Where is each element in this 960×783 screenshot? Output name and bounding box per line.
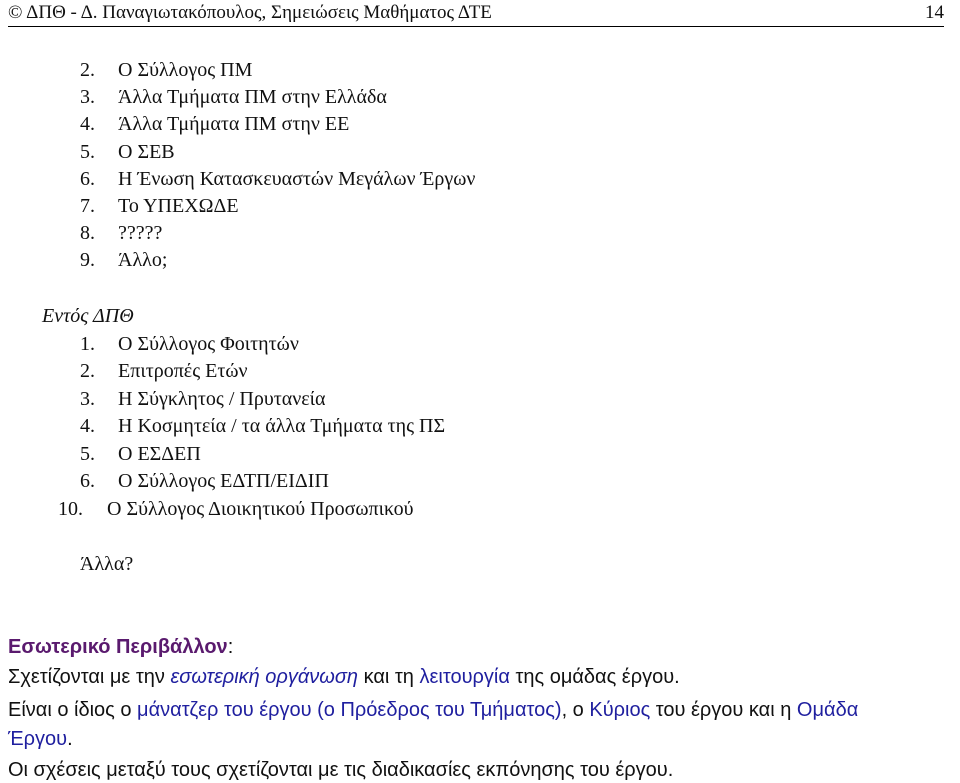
paragraph-2-cont: Έργου.	[8, 728, 73, 750]
internal-heading: Εσωτερικό Περιβάλλον:	[8, 636, 234, 658]
list-item: 8. ?????	[80, 222, 163, 244]
page-number: 14	[925, 2, 944, 23]
list-item: 7. Το ΥΠΕΧΩΔΕ	[80, 195, 239, 217]
list-item: 5. Ο ΣΕΒ	[80, 141, 175, 163]
list-item: 10. Ο Σύλλογος Διοικητικού Προσωπικού	[58, 498, 414, 520]
list-item: 9. Άλλο;	[80, 249, 168, 271]
other-text: Άλλα?	[80, 553, 134, 575]
list-item: 2. Επιτροπές Ετών	[80, 360, 248, 382]
paragraph-1: Σχετίζονται με την εσωτερική οργάνωση και τη λειτουργία της ομάδας έργου.	[8, 666, 680, 688]
list-item: 1. Ο Σύλλογος Φοιτητών	[80, 333, 299, 355]
list-item: 4. Η Κοσμητεία / τα άλλα Τμήματα της ΠΣ	[80, 415, 446, 437]
list-item: 2. Ο Σύλλογος ΠΜ	[80, 59, 253, 81]
list-item: 5. Ο ΕΣΔΕΠ	[80, 443, 201, 465]
paragraph-3: Οι σχέσεις μεταξύ τους σχετίζονται με τις διαδικασίες εκπόνησης του έργου.	[8, 759, 674, 781]
header-title: © ΔΠΘ - Δ. Παναγιωτακόπουλος, Σημειώσεις Μαθήματος ΔΤΕ	[8, 2, 492, 23]
paragraph-2: Είναι ο ίδιος ο μάνατζερ του έργου (ο Πρόεδρος του Τμήματος), ο Κύριος του έργου και η Ομάδα	[8, 699, 859, 721]
list-item: 3. Άλλα Τμήματα ΠΜ στην Ελλάδα	[80, 86, 387, 108]
page-header	[8, 0, 944, 27]
section-heading-inside: Εντός ΔΠΘ	[42, 305, 134, 327]
list-item: 6. Η Ένωση Κατασκευαστών Μεγάλων Έργων	[80, 168, 476, 190]
list-item: 4. Άλλα Τμήματα ΠΜ στην ΕΕ	[80, 113, 350, 135]
list-item: 6. Ο Σύλλογος ΕΔΤΠ/ΕΙΔΙΠ	[80, 470, 329, 492]
list-item: 3. Η Σύγκλητος / Πρυτανεία	[80, 388, 326, 410]
